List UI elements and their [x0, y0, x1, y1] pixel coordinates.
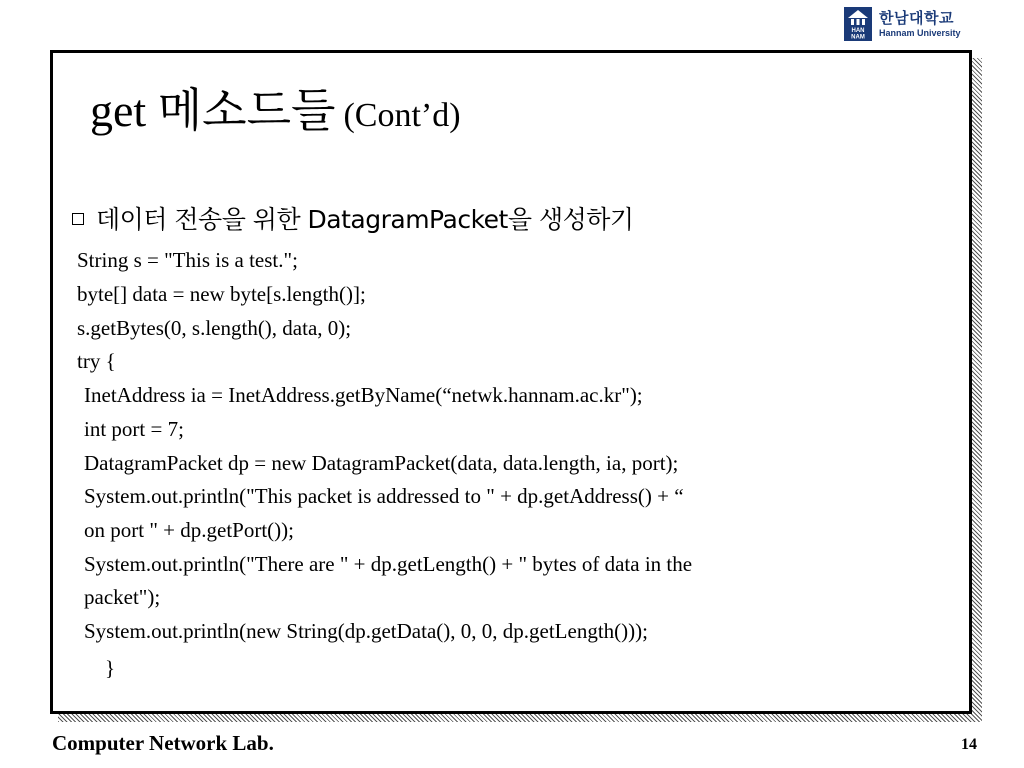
code-line: String s = "This is a test."; — [77, 248, 298, 272]
code-line: try { — [77, 349, 116, 373]
university-name-korean: 한남대학교 — [879, 8, 954, 27]
page-number: 14 — [961, 736, 977, 753]
bullet-point — [72, 200, 634, 236]
code-line: int port = 7; — [84, 417, 184, 441]
university-name-english: Hannam University — [879, 27, 961, 38]
code-line: System.out.println(new String(dp.getData(), 0, 0, dp.getLength())); — [84, 619, 648, 643]
code-line: InetAddress ia = InetAddress.getByName(“netwk.hannam.ac.kr"); — [84, 383, 643, 407]
university-logo — [844, 6, 961, 42]
code-line: byte[] data = new byte[s.length()]; — [77, 282, 366, 306]
code-line: on port " + dp.getPort()); — [84, 518, 294, 542]
hollow-square-bullet-icon — [72, 213, 84, 225]
svg-text:HAN: HAN — [851, 28, 865, 34]
slide-content-frame — [50, 50, 972, 714]
slide-title-sub: (Cont’d) — [343, 97, 461, 134]
slide-title — [90, 85, 461, 136]
code-line: } — [105, 656, 116, 680]
university-emblem-icon — [844, 7, 872, 41]
code-line: packet"); — [84, 585, 161, 609]
footer-lab-name: Computer Network Lab. — [52, 731, 274, 755]
slide-title-main: get 메소드들 — [90, 85, 336, 136]
code-line: DatagramPacket dp = new DatagramPacket(data, data.length, ia, port); — [84, 451, 679, 475]
code-line: System.out.println("This packet is addressed to " + dp.getAddress() + “ — [84, 484, 684, 508]
svg-text:NAM: NAM — [851, 34, 865, 41]
code-line: System.out.println("There are " + dp.getLength() + " bytes of data in the — [84, 552, 693, 576]
code-line: s.getBytes(0, s.length(), data, 0); — [77, 316, 352, 340]
bullet-text: 데이터 전송을 위한 DatagramPacket을 생성하기 — [96, 205, 634, 234]
